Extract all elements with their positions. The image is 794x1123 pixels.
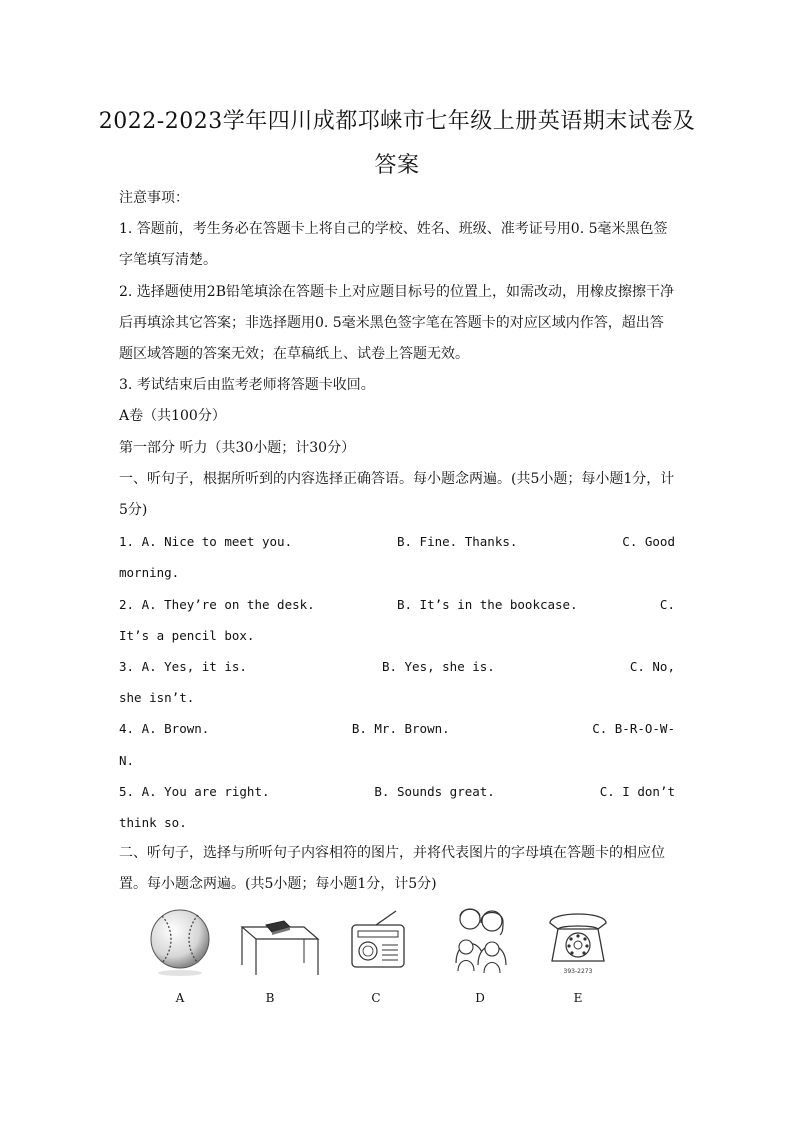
option-c-continuation: morning. [119, 565, 180, 581]
picture-options [140, 903, 640, 1013]
notice-item-1: 1. 答题前，考生务必在答题卡上将自己的学校、姓名、班级、准考证号用0. 5毫米黑色签字笔填写清楚。 [119, 221, 668, 269]
option-b: B. Fine. Thanks. [396, 534, 518, 550]
radio-icon [336, 903, 416, 983]
picture-label-e: E [573, 991, 583, 1005]
part1-heading: 第一部分 听力（共30小题；计30分） [119, 439, 356, 456]
picture-a [140, 903, 220, 983]
page-title [90, 100, 704, 188]
option-a: 5. A. You are right. [119, 783, 270, 799]
title-line-1: 2022-2023学年四川成都邛崃市七年级上册英语期末试卷及 [98, 109, 696, 134]
title-line-2: 答案 [374, 153, 420, 178]
option-b: B. Sounds great. [374, 783, 495, 799]
exam-body [119, 183, 675, 901]
option-b: B. It’s in the bookcase. [396, 596, 578, 612]
option-c-continuation: think so. [119, 815, 187, 831]
option-c-continuation: It’s a pencil box. [119, 627, 255, 643]
baseball-icon [140, 903, 220, 983]
option-c-continuation: she isn’t. [119, 690, 195, 706]
question-3 [119, 651, 675, 713]
telephone-icon [538, 903, 618, 983]
option-a: 1. A. Nice to meet you. [119, 534, 293, 550]
picture-b [230, 903, 310, 983]
question-4 [119, 713, 675, 775]
question-1 [119, 526, 675, 588]
option-c-continuation: N. [119, 752, 135, 768]
option-c: C. [659, 596, 675, 612]
picture-label-b: B [265, 991, 275, 1005]
option-b: B. Mr. Brown. [351, 721, 450, 737]
option-c: C. I don’t [599, 783, 675, 799]
option-b: B. Yes, she is. [381, 659, 495, 675]
desk-with-pencil-box-icon [230, 903, 326, 983]
section2-instruction: 二、听句子，选择与所听句子内容相符的图片，并将代表图片的字母填在答题卡的相应位置。每小题念两遍。(共5小题；每小题1分，计5分) [119, 845, 665, 893]
paper-a-heading: A卷（共100分） [119, 408, 226, 425]
notice-heading: 注意事项： [119, 190, 189, 206]
notice-item-2: 2. 选择题使用2B铅笔填涂在答题卡上对应题目标号的位置上，如需改动，用橡皮擦擦干净后再填涂其它答案；非选择题用0. 5毫米黑色签字笔在答题卡的对应区域内作答，超出答题区域答题的答案无效；在草稿纸上、试卷上答题无效。 [119, 283, 675, 363]
question-5 [119, 776, 675, 838]
option-c: C. No, [629, 659, 675, 675]
picture-label-d: D [475, 991, 485, 1005]
family-icon [440, 903, 520, 983]
section1-instruction: 一、听句子，根据所听到的内容选择正确答语。每小题念两遍。(共5小题；每小题1分，计5分) [119, 470, 675, 519]
phone-number-caption: 393-2273 [563, 968, 593, 975]
picture-label-a: A [175, 991, 185, 1005]
option-a: 4. A. Brown. [119, 721, 210, 737]
option-a: 2. A. They’re on the desk. [119, 596, 315, 612]
option-c: C. B-R-O-W- [592, 721, 675, 737]
option-c: C. Good [622, 534, 675, 550]
picture-d [440, 903, 520, 983]
question-2 [119, 589, 675, 651]
picture-label-c: C [371, 991, 381, 1005]
option-a: 3. A. Yes, it is. [119, 659, 247, 675]
notice-item-3: 3. 考试结束后由监考老师将答题卡收回。 [119, 377, 375, 394]
picture-e [538, 903, 618, 983]
picture-c [336, 903, 416, 983]
